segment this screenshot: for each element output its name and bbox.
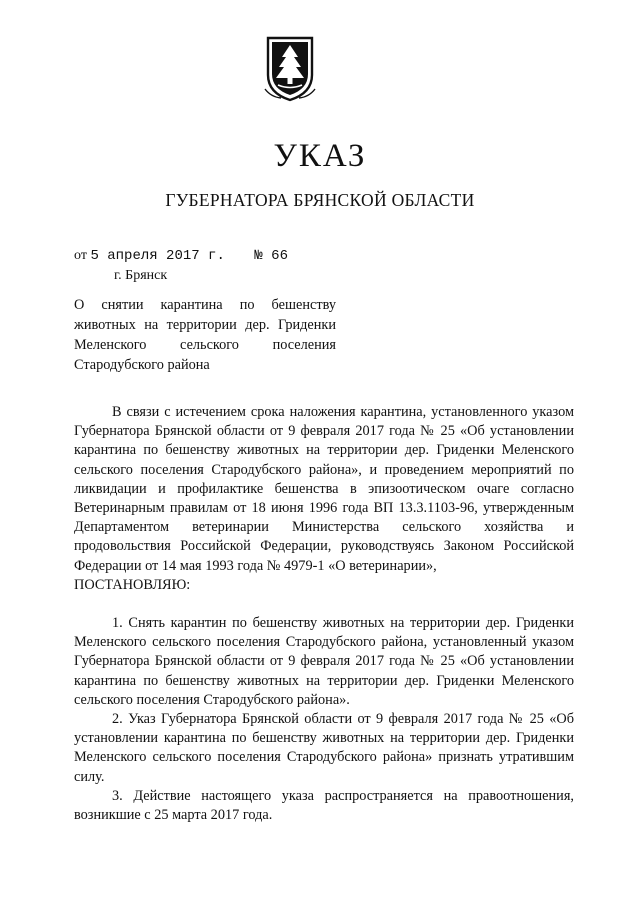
resolution-item: 3. Действие настоящего указа распространяется на правоотношения, возникшие с 25 марта 2017 года. [74, 787, 574, 824]
preamble-paragraph: В связи с истечением срока наложения карантина, установленного указом Губернатора Брянской области от 9 февраля 2017 года № 25 «Об установлении карантина по бешенству животных на территории дер. Гриденки Меленского сельского поселения Стародубского района», и проведением мероприятий по ликвидации и профилактике бешенства в эпизоотическом очаге согласно Ветеринарным правилам от 18 июня 1996 года ВП 13.3.1103-96, утвержденным Департаментом ветеринарии Министерства сельского хозяйства и продовольствия Российской Федерации, руководствуясь Законом Российской Федерации от 14 мая 1993 года № 4979-1 «О ветеринарии», [74, 404, 574, 574]
document-number: № 66 [254, 248, 288, 264]
resolution-item: 2. Указ Губернатора Брянской области от 9 февраля 2017 года № 25 «Об установлении карантина по бешенству животных на территории дер. Гриденки Меленского сельского поселения Стародубского района» признать утратившим силу. [74, 711, 574, 785]
resolution-item: 1. Снять карантин по бешенству животных на территории дер. Гриденки Меленского сельского поселения Стародубского района, установленный указом Губернатора Брянской области от 9 февраля 2017 года № 25 «Об установлении карантина по бешенству животных на территории дер. Гриденки Меленского сельского поселения Стародубского района». [74, 615, 574, 708]
date-prefix: от [74, 248, 87, 263]
resolve-heading: ПОСТАНОВЛЯЮ: [74, 576, 191, 593]
paragraph-gap [74, 595, 574, 614]
document-date: 5 апреля 2017 г. [90, 248, 225, 264]
document-body [74, 403, 574, 825]
coat-of-arms-icon [261, 35, 319, 103]
document-title: УКАЗ [273, 138, 367, 174]
document-meta [74, 246, 288, 286]
document-subtitle: ГУБЕРНАТОРА БРЯНСКОЙ ОБЛАСТИ [165, 190, 475, 210]
document-city: г. Брянск [114, 268, 168, 283]
document-subject: О снятии карантина по бешенству животных на территории дер. Гриденки Меленского сельского поселения Стародубского района [74, 297, 336, 373]
